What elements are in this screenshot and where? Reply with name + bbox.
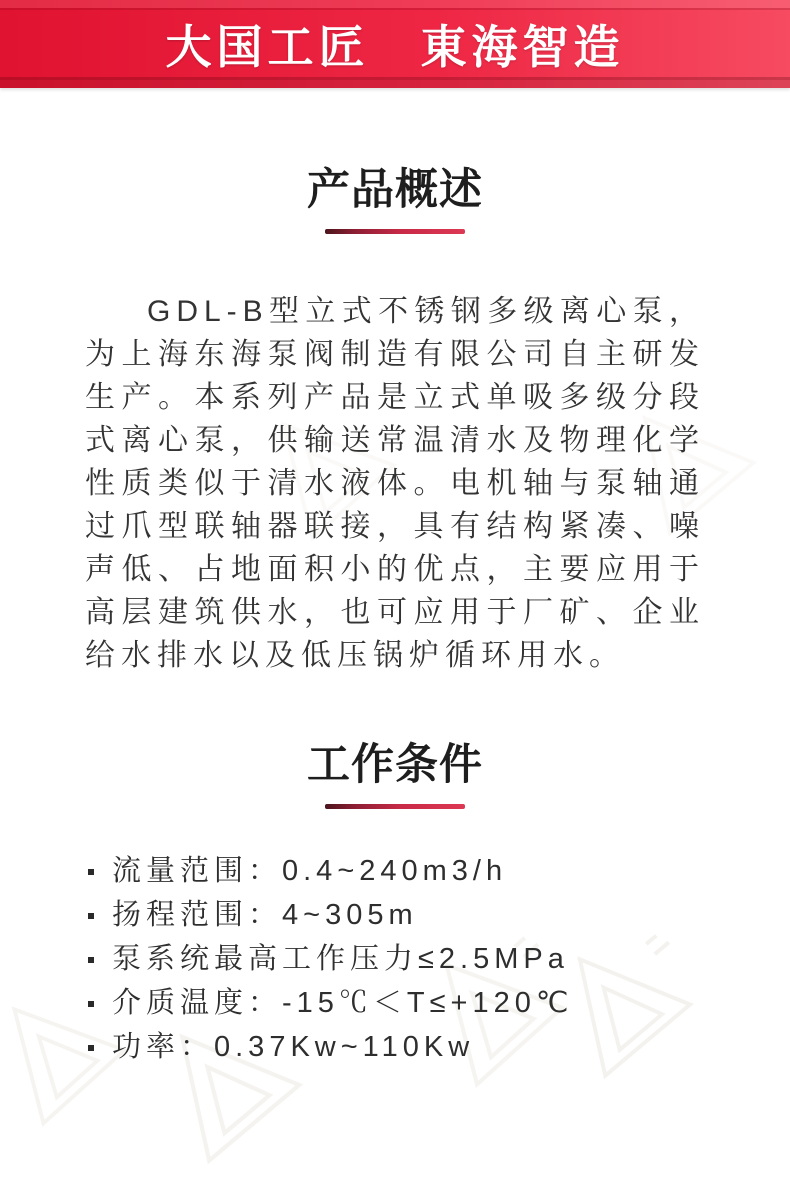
condition-item-flow-range bbox=[88, 849, 750, 893]
condition-text: 流量范围：0.4~240m3/h bbox=[112, 855, 508, 887]
condition-item-power bbox=[88, 1025, 750, 1069]
banner bbox=[0, 0, 790, 88]
bullet-icon bbox=[88, 957, 94, 963]
condition-item-head-range bbox=[88, 893, 750, 937]
banner-title: 大国工匠 東海智造 bbox=[165, 21, 625, 73]
condition-text: 介质温度：-15℃＜T≤+120℃ bbox=[112, 987, 574, 1019]
bullet-icon bbox=[88, 869, 94, 875]
condition-item-max-pressure bbox=[88, 937, 750, 981]
overview-paragraph: GDL-B型立式不锈钢多级离心泵，为上海东海泵阀制造有限公司自主研发生产。本系列产品是立式单吸多级分段式离心泵，供输送常温清水及物理化学性质类似于清水液体。电机轴与泵轴通过爪型联轴器联接，具有结构紧凑、噪声低、占地面积小的优点，主要应用于高层建筑供水，也可应用于厂矿、企业给水排水以及低压锅炉循环用水。 bbox=[85, 295, 705, 672]
condition-text: 泵系统最高工作压力≤2.5MPa bbox=[112, 943, 569, 975]
work-conditions-section bbox=[0, 739, 790, 1069]
overview-title: 产品概述 bbox=[307, 166, 483, 214]
title-underline bbox=[325, 229, 465, 234]
condition-text: 扬程范围：4~305m bbox=[112, 899, 418, 931]
condition-item-medium-temperature bbox=[88, 981, 750, 1025]
condition-text: 功率：0.37Kw~110Kw bbox=[112, 1031, 475, 1063]
bullet-icon bbox=[88, 913, 94, 919]
overview-section bbox=[0, 164, 790, 677]
conditions-list bbox=[0, 849, 790, 1069]
work-conditions-title: 工作条件 bbox=[307, 741, 483, 789]
bullet-icon bbox=[88, 1001, 94, 1007]
bullet-icon bbox=[88, 1045, 94, 1051]
title-underline bbox=[325, 804, 465, 809]
